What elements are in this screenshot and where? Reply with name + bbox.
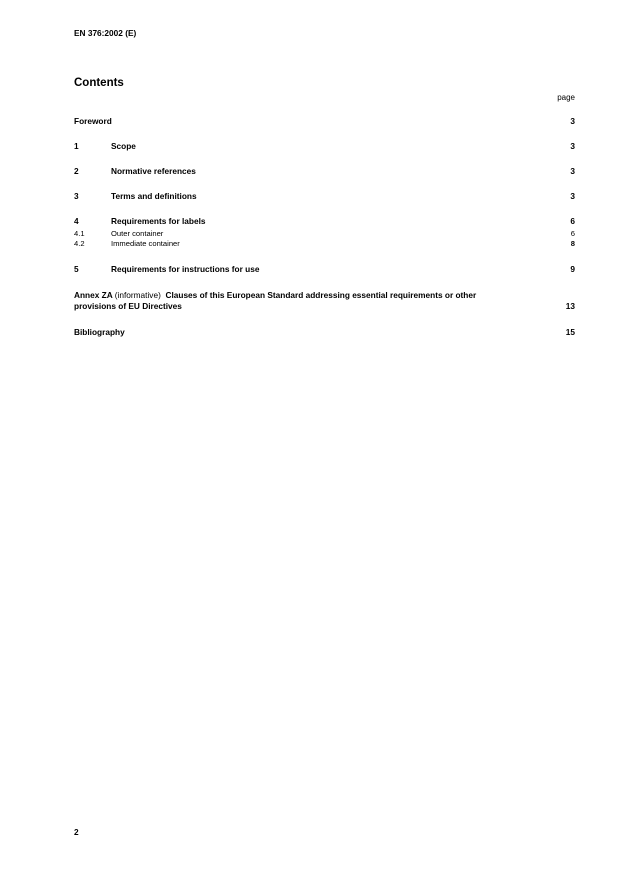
toc-entry-number: 1: [74, 141, 79, 151]
toc-entry-page: 15: [565, 327, 575, 337]
toc-entry-page: 3: [570, 141, 575, 151]
page-number: 2: [74, 827, 79, 837]
toc-entry-number: 5: [74, 264, 79, 274]
annex-line-1: [74, 290, 575, 301]
toc-entry-page: 6: [570, 216, 575, 226]
toc-entry-number: 2: [74, 166, 79, 176]
toc-entry-title: Outer container: [111, 229, 164, 238]
toc-entry-page: 3: [570, 116, 575, 126]
toc-entry-title: Immediate container: [111, 239, 180, 248]
toc-entry-number: 4: [74, 216, 79, 226]
toc-entry-title: Requirements for instructions for use: [111, 264, 260, 274]
contents-heading: Contents: [74, 77, 124, 89]
toc-entry-title: Terms and definitions: [111, 191, 197, 201]
annex-line-2: [74, 301, 575, 312]
toc-entry-page: 3: [570, 166, 575, 176]
toc-entry-number: 3: [74, 191, 79, 201]
document-identifier: EN 376:2002 (E): [74, 28, 137, 38]
annex-title-line-1: Clauses of this European Standard addressing essential requirements or other: [165, 290, 477, 300]
toc-entry-title: Bibliography: [74, 327, 125, 337]
toc-entry-title: Normative references: [111, 166, 196, 176]
toc-entry-number: 4.1: [74, 229, 85, 238]
toc-entry-title: Scope: [111, 141, 136, 151]
toc-entry-page: 8: [570, 239, 575, 248]
toc-entry-title: Foreword: [74, 116, 112, 126]
toc-entry-page: 9: [570, 264, 575, 274]
annex-title-line-2: provisions of EU Directives: [74, 300, 182, 311]
toc-entry-annex-za[interactable]: [74, 290, 575, 311]
annex-qualifier: (informative): [114, 290, 161, 300]
toc-entry-number: 4.2: [74, 239, 85, 248]
page-column-label: page: [557, 93, 575, 102]
toc-entry-page: 3: [570, 191, 575, 201]
toc-entry-title: Requirements for labels: [111, 216, 206, 226]
annex-label: Annex ZA: [74, 290, 113, 300]
toc-entry-page: 6: [570, 229, 575, 238]
annex-page: 13: [565, 300, 575, 311]
